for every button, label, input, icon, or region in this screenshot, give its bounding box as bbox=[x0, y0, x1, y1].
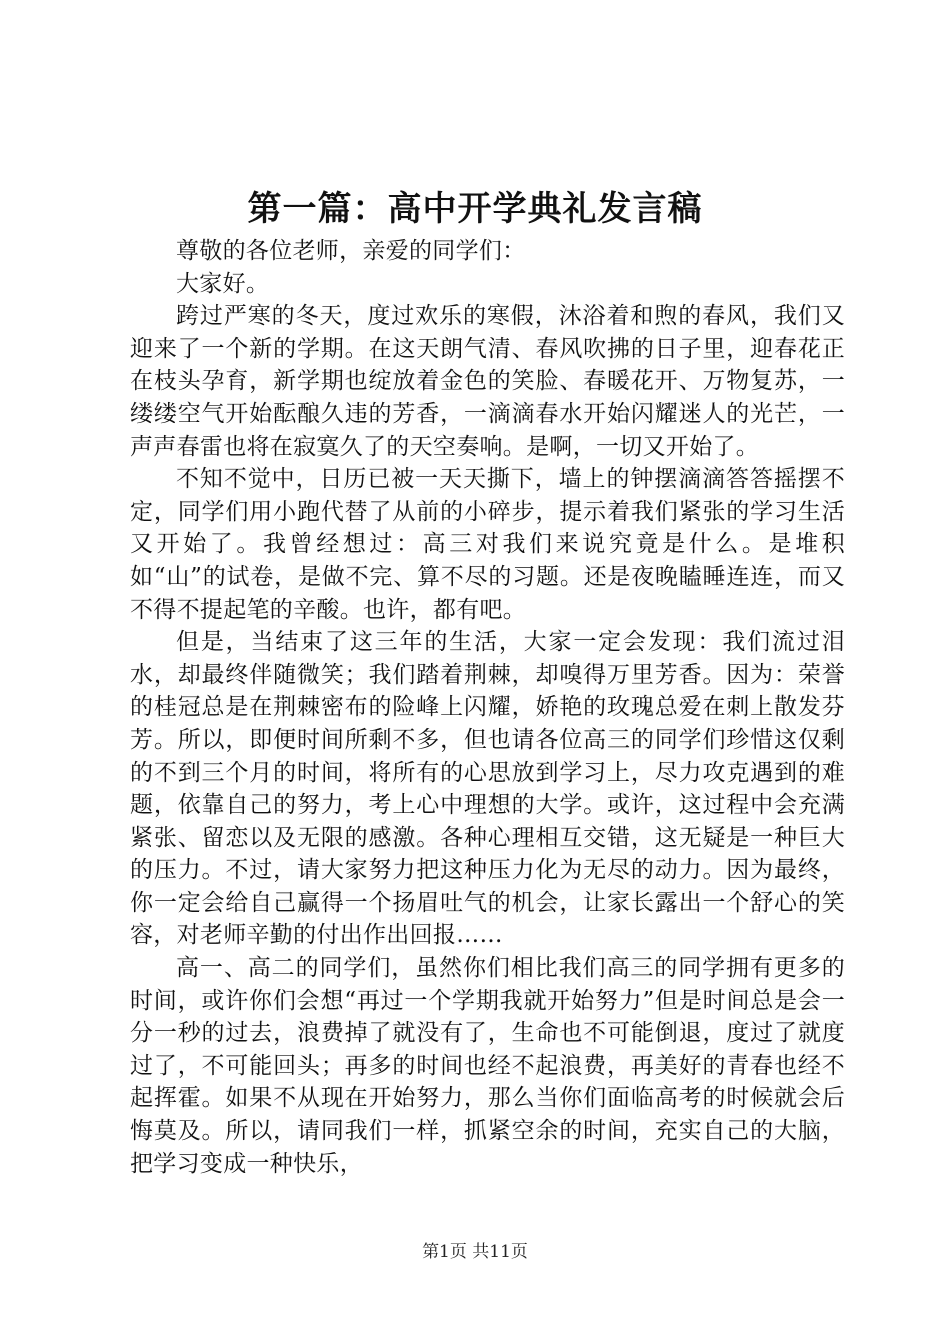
page-footer: 第1页 共11页 bbox=[422, 1242, 528, 1262]
page-title: 第一篇：高中开学典礼发言稿 bbox=[247, 189, 703, 229]
salutation: 尊敬的各位老师，亲爱的同学们： bbox=[176, 238, 526, 264]
paragraph: 高一、高二的同学们，虽然你们相比我们高三的同学拥有更多的时间，或许你们会想“再过一个学期我就开始努力”但是时间总是会一分一秒的过去，浪费掉了就没有了，生命也不可能倒退，度过了就度过了，不可能回头；再多的时间也经不起浪费，再美好的青春也经不起挥霍。如果不从现在开始努力，那么当你们面临高考的时候就会后悔莫及。所以，请同我们一样，抓紧空余的时间，充实自己的大脑，把学习变成一种快乐， bbox=[130, 955, 845, 1177]
paragraph: 但是，当结束了这三年的生活，大家一定会发现：我们流过泪水，却最终伴随微笑；我们踏着荆棘，却嗅得万里芳香。因为：荣誉的桂冠总是在荆棘密布的险峰上闪耀，娇艳的玫瑰总爱在刺上散发芬芳。所以，即便时间所剩不多，但也请各位高三的同学们珍惜这仅剩的不到三个月的时间，将所有的心思放到学习上，尽力攻克遇到的难题，依靠自己的努力，考上心中理想的大学。或许，这过程中会充满紧张、留恋以及无限的感激。各种心理相互交错，这无疑是一种巨大的压力。不过，请大家努力把这种压力化为无尽的动力。因为最终，你一定会给自己赢得一个扬眉吐气的机会，让家长露出一个舒心的笑容，对老师辛勤的付出作出回报…… bbox=[130, 629, 845, 949]
document-body bbox=[130, 235, 845, 1180]
greeting: 大家好。 bbox=[176, 270, 270, 297]
paragraph: 跨过严寒的冬天，度过欢乐的寒假，沐浴着和煦的春风，我们又迎来了一个新的学期。在这天朗气清、春风吹拂的日子里，迎春花正在枝头孕育，新学期也绽放着金色的笑脸、春暖花开、万物复苏，一缕缕空气开始酝酿久违的芳香，一滴滴春水开始闪耀迷人的光芒，一声声春雷也将在寂寞久了的天空奏响。是啊，一切又开始了。 bbox=[130, 303, 845, 460]
paragraph: 不知不觉中，日历已被一天天撕下，墙上的钟摆滴滴答答摇摆不定，同学们用小跑代替了从前的小碎步，提示着我们紧张的学习生活又开始了。我曾经想过：高三对我们来说究竟是什么。是堆积如“山”的试卷，是做不完、算不尽的习题。还是夜晚瞌睡连连，而又不得不提起笔的辛酸。也许，都有吧。 bbox=[130, 466, 845, 623]
